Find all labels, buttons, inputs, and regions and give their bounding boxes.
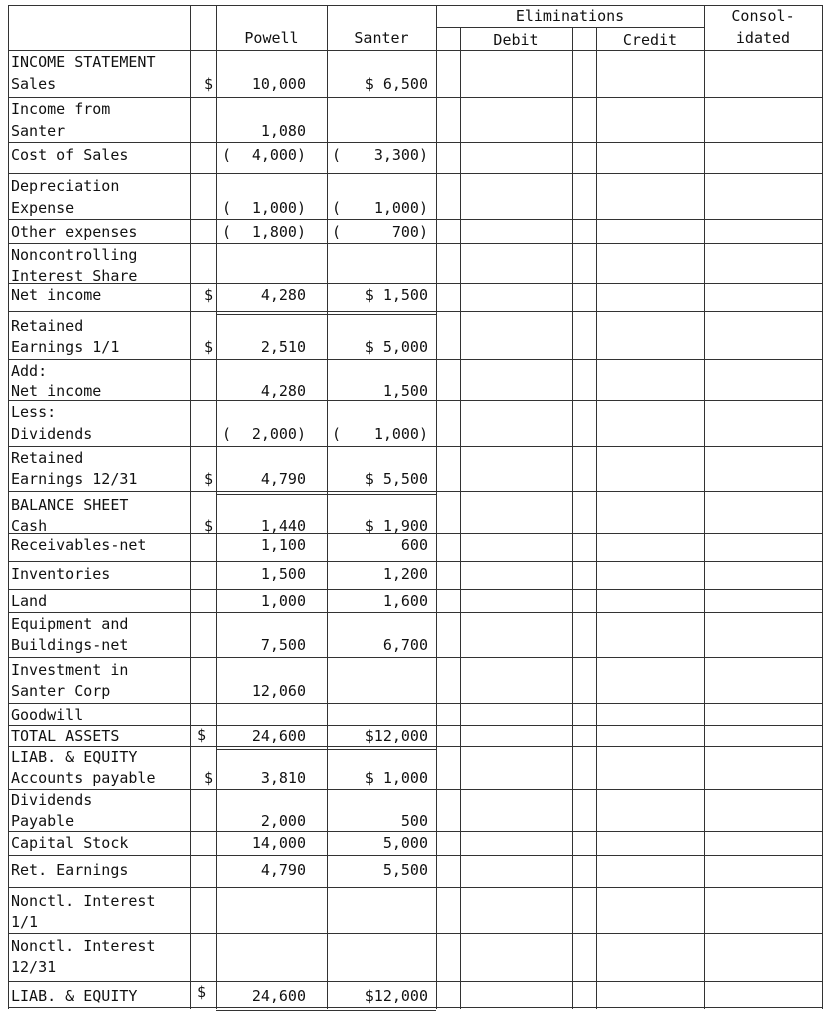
accounts-payable-label: Accounts payable (11, 769, 156, 787)
other-expenses-label: Other expenses (11, 223, 138, 241)
eliminations-header: Eliminations (515, 7, 625, 25)
grid-line (8, 142, 823, 143)
investment-label-1: Investment in (11, 661, 129, 679)
double-underline (216, 749, 436, 750)
ret-earnings-label: Ret. Earnings (11, 861, 129, 879)
total-assets-label: TOTAL ASSETS (11, 727, 120, 745)
retained-earnings-end-label-2: Earnings 12/31 (11, 470, 138, 488)
paren: ( (332, 199, 342, 217)
grid-line (8, 5, 9, 1009)
santer-header: Santer (354, 29, 409, 47)
add-label: Add: (11, 362, 48, 380)
income-from-santer-label-2: Santer (11, 122, 66, 140)
double-underline (216, 314, 436, 315)
total-liab-equity-label: LIAB. & EQUITY (11, 987, 138, 1005)
equipment-label-1: Equipment and (11, 615, 129, 633)
powell-income-from-santer: 1,080 (260, 122, 306, 140)
powell-accounts-payable: 3,810 (260, 769, 306, 787)
santer-total-liab-equity: $12,000 (364, 987, 428, 1005)
powell-depreciation: 1,000) (251, 199, 306, 217)
income-from-santer-label-1: Income from (11, 100, 111, 118)
retained-earnings-end-label-1: Retained (11, 449, 84, 467)
dollar-sign: $ (204, 517, 214, 535)
santer-other-expenses: 700) (391, 223, 428, 241)
grid-line (596, 27, 597, 1009)
santer-re-beginning: $ 5,000 (364, 338, 428, 356)
santer-dividends: 1,000) (373, 425, 428, 443)
paren: ( (332, 425, 342, 443)
grid-line (8, 173, 823, 174)
grid-line (704, 5, 705, 1009)
santer-total-assets: $12,000 (364, 727, 428, 745)
paren: ( (222, 146, 232, 164)
grid-line (8, 789, 823, 790)
grid-line (572, 27, 573, 1009)
paren: ( (222, 223, 232, 241)
powell-re-ending: 4,790 (260, 470, 306, 488)
powell-add-net-income: 4,280 (260, 382, 306, 400)
grid-line (8, 981, 823, 982)
powell-total-assets: 24,600 (251, 727, 306, 745)
powell-inventories: 1,500 (260, 565, 306, 583)
dividends-payable-label-1: Dividends (11, 791, 93, 809)
consolidated-header-line1: Consol- (731, 7, 795, 25)
credit-header: Credit (622, 31, 678, 49)
less-dividends-label: Dividends (11, 425, 93, 443)
santer-receivables: 600 (400, 536, 428, 554)
dollar-sign: $ (197, 983, 207, 1001)
net-income-label: Net income (11, 286, 102, 304)
dollar-sign: $ (204, 470, 214, 488)
santer-ret-earnings: 5,500 (382, 861, 428, 879)
powell-sales: 10,000 (251, 75, 306, 93)
powell-dividends-payable: 2,000 (260, 812, 306, 830)
paren: ( (222, 425, 232, 443)
powell-total-liab-equity: 24,600 (251, 987, 306, 1005)
receivables-label: Receivables-net (11, 536, 147, 554)
dollar-sign: $ (204, 769, 214, 787)
nci-ending-label-2: 12/31 (11, 958, 57, 976)
grid-line (436, 27, 704, 28)
grid-line (8, 703, 823, 704)
double-underline (216, 494, 436, 495)
grid-line (8, 657, 823, 658)
powell-other-expenses: 1,800) (251, 223, 306, 241)
powell-header: Powell (244, 29, 299, 47)
santer-inventories: 1,200 (382, 565, 428, 583)
powell-equipment: 7,500 (260, 636, 306, 654)
grid-line (8, 311, 823, 312)
powell-net-income: 4,280 (260, 286, 306, 304)
goodwill-label: Goodwill (11, 706, 84, 724)
santer-land: 1,600 (382, 592, 428, 610)
sales-label: Sales (11, 75, 57, 93)
powell-cash: 1,440 (260, 517, 306, 535)
santer-add-net-income: 1,500 (382, 382, 428, 400)
paren: ( (332, 223, 342, 241)
santer-accounts-payable: $ 1,000 (364, 769, 428, 787)
inventories-label: Inventories (11, 565, 111, 583)
retained-earnings-begin-label-2: Earnings 1/1 (11, 338, 120, 356)
santer-net-income: $ 1,500 (364, 286, 428, 304)
powell-ret-earnings: 4,790 (260, 861, 306, 879)
dollar-sign: $ (204, 338, 214, 356)
santer-re-ending: $ 5,500 (364, 470, 428, 488)
powell-re-beginning: 2,510 (260, 338, 306, 356)
dollar-sign: $ (204, 75, 214, 93)
less-label: Less: (11, 403, 57, 421)
depreciation-label-2: Expense (11, 199, 75, 217)
consolidated-header-line2: idated (735, 29, 791, 47)
dividends-payable-label-2: Payable (11, 812, 75, 830)
paren: ( (332, 146, 342, 164)
powell-cost-of-sales: 4,000) (251, 146, 306, 164)
santer-depreciation: 1,000) (373, 199, 428, 217)
capital-stock-label: Capital Stock (11, 834, 129, 852)
nci-beginning-label-1: Nonctl. Interest (11, 892, 156, 910)
grid-line (8, 97, 823, 98)
nci-share-label-2: Interest Share (11, 267, 138, 285)
powell-investment: 12,060 (251, 682, 306, 700)
consolidation-worksheet (8, 5, 823, 1009)
santer-equipment: 6,700 (382, 636, 428, 654)
cash-label: Cash (11, 517, 48, 535)
grid-line (190, 5, 191, 1009)
paren: ( (222, 199, 232, 217)
grid-line (822, 5, 823, 1009)
powell-land: 1,000 (260, 592, 306, 610)
income-statement-heading: INCOME STATEMENT (11, 53, 156, 71)
santer-cost-of-sales: 3,300) (373, 146, 428, 164)
dollar-sign: $ (204, 286, 214, 304)
santer-dividends-payable: 500 (400, 812, 428, 830)
nci-share-label-1: Noncontrolling (11, 246, 138, 264)
grid-line (8, 359, 823, 360)
grid-line (8, 219, 823, 220)
grid-line (8, 1007, 823, 1008)
grid-line (216, 5, 217, 1009)
santer-sales: $ 6,500 (364, 75, 428, 93)
add-net-income-label: Net income (11, 382, 102, 400)
grid-line (8, 446, 823, 447)
double-underline (216, 1010, 436, 1011)
liab-equity-heading: LIAB. & EQUITY (11, 748, 138, 766)
santer-cash: $ 1,900 (364, 517, 428, 535)
investment-label-2: Santer Corp (11, 682, 111, 700)
equipment-label-2: Buildings-net (11, 636, 129, 654)
debit-header: Debit (493, 31, 539, 49)
grid-line (8, 887, 823, 888)
grid-line (8, 612, 823, 613)
grid-line (8, 933, 823, 934)
grid-line (327, 5, 328, 1009)
dollar-sign: $ (197, 726, 207, 744)
nci-ending-label-1: Nonctl. Interest (11, 937, 156, 955)
grid-line (8, 561, 823, 562)
powell-capital-stock: 14,000 (251, 834, 306, 852)
grid-line (436, 5, 437, 1009)
grid-line (8, 491, 823, 492)
balance-sheet-heading: BALANCE SHEET (11, 496, 129, 514)
santer-capital-stock: 5,000 (382, 834, 428, 852)
retained-earnings-begin-label-1: Retained (11, 317, 84, 335)
grid-line (460, 27, 461, 1009)
depreciation-label-1: Depreciation (11, 177, 120, 195)
powell-receivables: 1,100 (260, 536, 306, 554)
grid-line (8, 855, 823, 856)
land-label: Land (11, 592, 48, 610)
cost-of-sales-label: Cost of Sales (11, 146, 129, 164)
powell-dividends: 2,000) (251, 425, 306, 443)
nci-beginning-label-2: 1/1 (11, 913, 39, 931)
